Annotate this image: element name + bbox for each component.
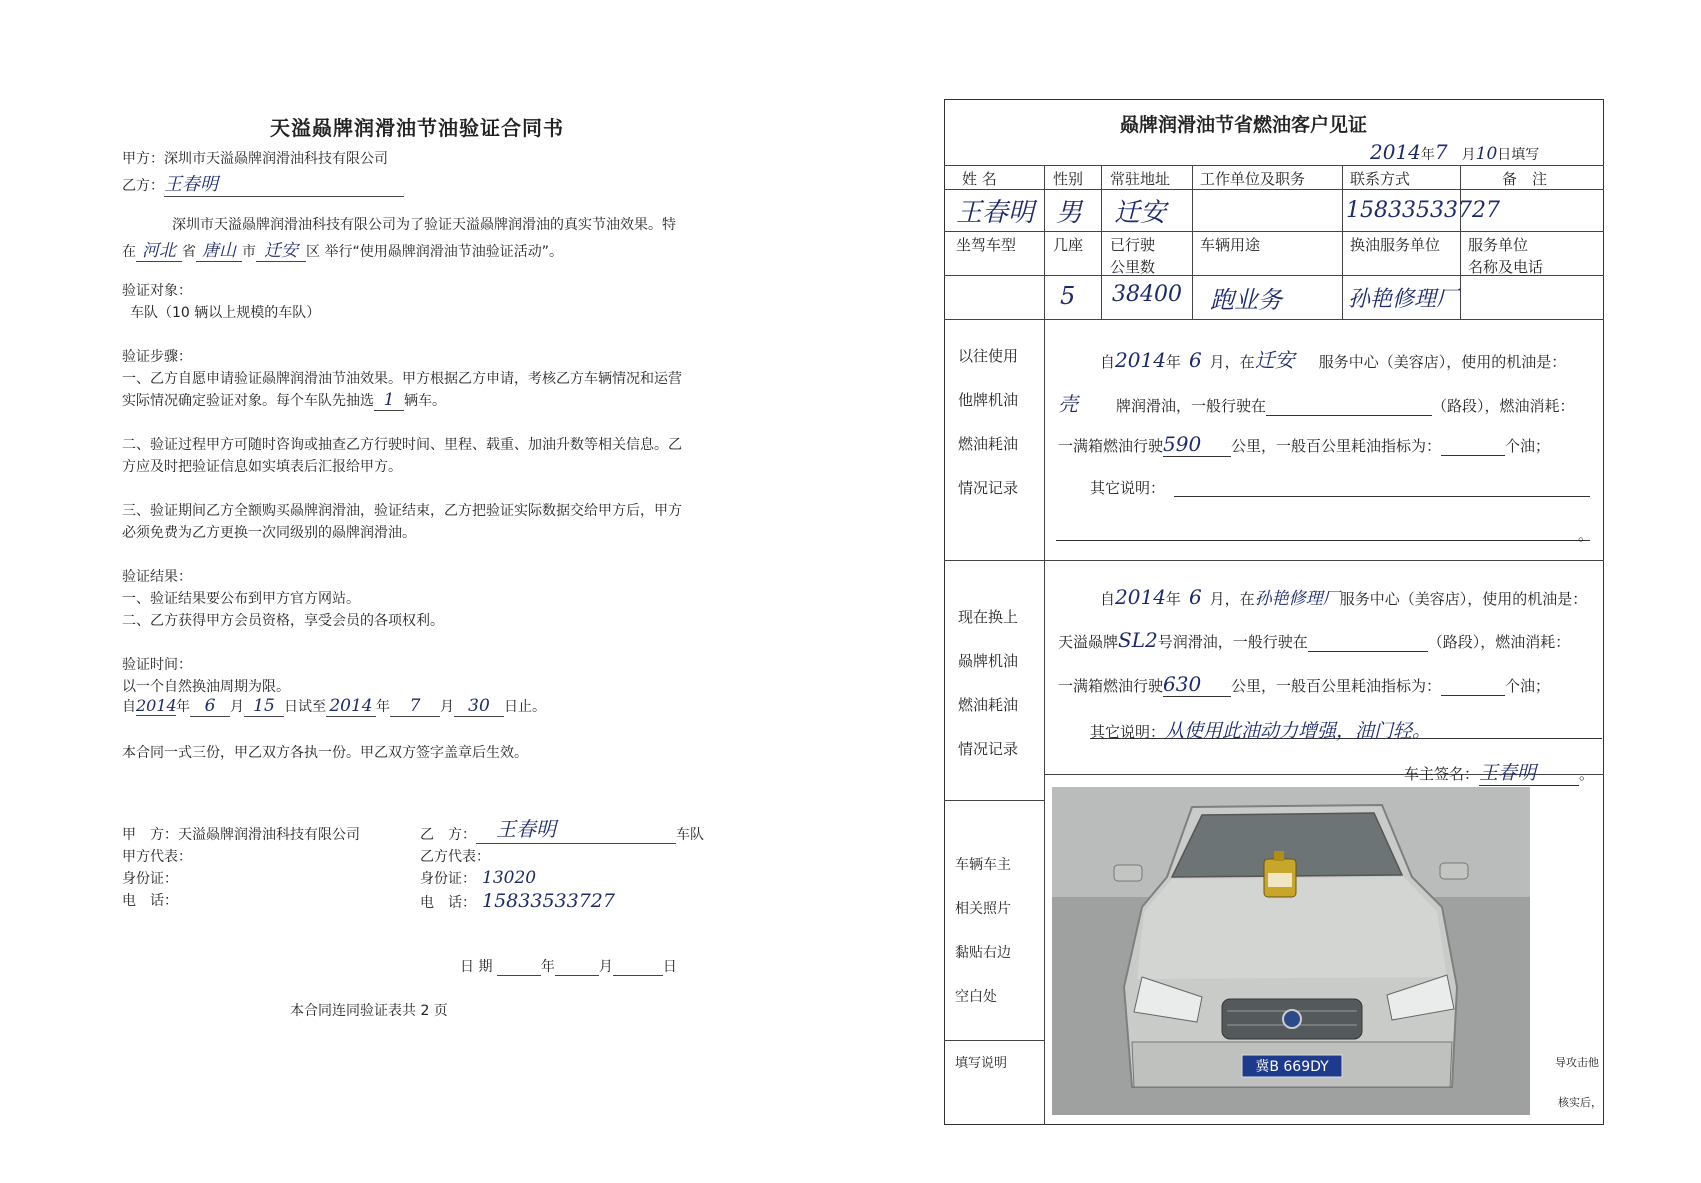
steps-heading: 验证步骤： [122, 349, 192, 365]
date-month-label: 月 [598, 959, 613, 975]
step2-line2: 方应及时把验证信息如实填表后汇报给甲方。 [122, 459, 402, 475]
date-year-label: 年 [540, 959, 555, 975]
date-year-blank [497, 959, 541, 976]
party-b-row [122, 170, 404, 197]
now-consumption-label: （路段），燃油消耗： [1427, 633, 1571, 651]
value-address: 迁安 [1114, 198, 1167, 228]
sign-b-team: 车队 [676, 827, 704, 843]
date-month-blank [555, 959, 599, 976]
right-note-2: 核实后， [1558, 1096, 1602, 1109]
end-label: 日止。 [504, 699, 546, 715]
sign-b-id-row [420, 868, 536, 888]
prev-label-2: 他牌机油 [958, 391, 1019, 409]
now-road-blank [1308, 633, 1428, 652]
prev-km: 590 [1163, 432, 1231, 457]
result-1: 一、验证结果要公布到甲方官方网站。 [122, 591, 360, 607]
step3-line2: 必须免费为乙方更换一次同级别的赑牌润滑油。 [122, 525, 416, 541]
intro-city: 唐山 [196, 236, 242, 262]
result-heading: 验证结果： [122, 569, 192, 585]
party-b-label: 乙方： [122, 178, 164, 194]
intro-line2 [122, 236, 563, 262]
step1-text-b: 辆车。 [404, 393, 446, 409]
result-2: 二、乙方获得甲方会员资格，享受会员的各项权利。 [122, 613, 444, 629]
time-line1: 以一个自然换油周期为限。 [122, 679, 290, 695]
owner-signature: 王春明 [1479, 758, 1579, 786]
sign-b-phone-label: 电 话： [420, 895, 476, 911]
target-heading: 验证对象： [122, 283, 192, 299]
car-illustration [1052, 787, 1530, 1115]
now-km: 630 [1163, 672, 1231, 697]
prev-label-1: 以往使用 [958, 347, 1019, 365]
intro-city-label: 市 [242, 244, 256, 260]
fill-year: 2014 [1370, 140, 1421, 164]
prev-other-line [1174, 496, 1590, 497]
step1-line2 [122, 390, 446, 411]
now-label-3: 燃油耗油 [958, 696, 1019, 714]
now-label-1: 现在换上 [958, 608, 1019, 626]
step1-line1: 一、乙方自愿申请验证赑牌润滑油节油效果。甲方根据乙方申请，考核乙方车辆情况和运营 [122, 371, 682, 387]
now-line2 [1058, 628, 1570, 652]
now-other-line [1090, 738, 1602, 739]
date-day-blank [613, 959, 663, 976]
now-brand-label: 天溢赑牌 [1058, 633, 1119, 651]
prev-line2 [1058, 388, 1575, 417]
intro-province: 河北 [136, 236, 182, 262]
header-employer: 工作单位及职务 [1200, 170, 1306, 188]
prev-service: 服务中心（美容店），使用的机油是： [1318, 353, 1567, 371]
header-usage: 车辆用途 [1200, 236, 1261, 254]
now-other-value: 从使用此油动力增强，油门轻。 [1165, 720, 1432, 742]
step2-line1: 二、验证过程甲方可随时咨询或抽查乙方行驶时间、里程、载重、加油升数等相关信息。乙 [122, 437, 682, 453]
prev-unit: 个油； [1505, 437, 1551, 455]
sign-b-id-value: 13020 [482, 868, 537, 888]
right-note-1: 导攻击他 [1555, 1056, 1599, 1069]
sign-a-id: 身份证： [122, 871, 178, 887]
intro-prefix: 在 [122, 244, 136, 260]
time-from: 自 [122, 699, 136, 715]
now-line1 [1100, 584, 1587, 609]
owner-sign-row [1404, 758, 1594, 786]
start-day: 15 [244, 696, 284, 717]
prev-year: 2014 [1115, 348, 1166, 372]
header-gender: 性别 [1053, 170, 1084, 188]
fill-year-label: 年 [1420, 147, 1435, 163]
target-text: 车队（10 辆以上规模的车队） [130, 305, 321, 321]
sign-b-phone-row [420, 890, 615, 912]
trial-label: 日试至 [284, 699, 326, 715]
now-index-blank [1441, 677, 1505, 696]
owner-sign-label: 车主签名： [1404, 765, 1480, 783]
now-line3 [1058, 672, 1550, 697]
value-name: 王春明 [956, 198, 1035, 228]
time-range [122, 696, 546, 717]
now-year: 2014 [1115, 585, 1166, 609]
start-month-label: 月 [230, 699, 244, 715]
sign-b-rep: 乙方代表： [420, 849, 490, 865]
prev-month-label: 月，在 [1209, 353, 1255, 371]
now-label-4: 情况记录 [958, 740, 1019, 758]
date-row [460, 956, 677, 976]
intro-suffix: 区 举行“使用赑牌润滑油节油验证活动”。 [306, 244, 563, 260]
prev-label-3: 燃油耗油 [958, 435, 1019, 453]
prev-brand: 壳 [1058, 392, 1078, 416]
prev-index-blank [1441, 437, 1505, 456]
step1-text-a: 实际情况确定验证对象。每个车队先抽选 [122, 393, 374, 409]
sign-b-signature: 王春明 [496, 817, 556, 841]
form-title: 赑牌润滑油节省燃油客户见证 [1120, 114, 1368, 136]
prev-other-label: 其它说明： [1090, 479, 1166, 497]
intro-district: 迁安 [256, 236, 306, 262]
value-mileage: 38400 [1112, 282, 1182, 307]
sign-b-line [476, 817, 676, 844]
prev-year-label: 年 [1165, 353, 1181, 371]
sign-b-label: 乙 方： [420, 827, 476, 843]
prev-place: 迁安 [1254, 348, 1295, 372]
time-heading: 验证时间： [122, 657, 192, 673]
sign-a-phone: 电 话： [122, 893, 178, 909]
now-label-2: 赑牌机油 [958, 652, 1019, 670]
intro-line1: 深圳市天溢赑牌润滑油科技有限公司为了验证天溢赑牌润滑油的真实节油效果。特 [172, 217, 676, 233]
photo-label-4: 空白处 [955, 989, 997, 1005]
now-year-label: 年 [1165, 590, 1181, 608]
header-remark: 备 注 [1502, 170, 1548, 188]
prev-from: 自 [1100, 353, 1116, 371]
sign-b-id-label: 身份证： [420, 871, 476, 887]
fill-date [1370, 140, 1539, 164]
photo-label-1: 车辆车主 [955, 857, 1011, 873]
start-year: 2014 [136, 696, 177, 715]
owner-sign-end: 。 [1579, 765, 1595, 783]
intro-province-label: 省 [182, 244, 196, 260]
value-contact: 15833533727 [1346, 198, 1500, 223]
end-month-label: 月 [440, 699, 454, 715]
end-day: 30 [454, 696, 504, 717]
start-month: 6 [190, 696, 230, 717]
sign-a-rep: 甲方代表： [122, 849, 192, 865]
value-seats: 5 [1060, 282, 1076, 310]
prev-road-blank [1266, 397, 1432, 416]
sign-b-row [420, 817, 704, 844]
prev-tank-label: 一满箱燃油行驶 [1058, 437, 1164, 455]
contract-title: 天溢赑牌润滑油节油验证合同书 [270, 116, 564, 140]
party-a-row [122, 148, 388, 168]
prev-line1 [1100, 344, 1566, 373]
prev-month: 6 [1188, 348, 1202, 372]
fill-month-label: 月 [1461, 147, 1476, 163]
now-month-label: 月，在 [1209, 590, 1255, 608]
start-year-label: 年 [176, 699, 190, 715]
prev-road-label: 牌润滑油，一般行驶在 [1116, 397, 1267, 415]
now-unit: 个油； [1505, 677, 1551, 695]
party-a-label: 甲方： [122, 151, 164, 167]
prev-line3 [1058, 432, 1550, 457]
sign-a-label: 甲 方：天溢赑牌润滑油科技有限公司 [122, 827, 360, 843]
header-mileage: 已行驶 公里数 [1110, 236, 1156, 276]
header-service-contact: 服务单位 名称及电话 [1468, 236, 1544, 276]
car-photo [1052, 787, 1530, 1115]
value-gender: 男 [1056, 198, 1083, 228]
prev-other-line2 [1056, 540, 1590, 541]
license-plate: 冀B 669DY [1255, 1059, 1329, 1075]
prev-index-label: 公里，一般百公里耗油指标为： [1231, 437, 1442, 455]
party-a-value: 深圳市天溢赑牌润滑油科技有限公司 [164, 151, 388, 167]
value-service-unit: 孙艳修理厂 [1348, 287, 1459, 312]
contract-footer: 本合同连同验证表共 2 页 [290, 1003, 448, 1019]
date-day-label: 日 [662, 959, 677, 975]
party-b-signature: 王春明 [164, 170, 404, 197]
step1-count: 1 [374, 390, 404, 411]
photo-label-3: 黏贴右边 [955, 945, 1011, 961]
now-month: 6 [1188, 585, 1202, 609]
end-year-label: 年 [376, 699, 390, 715]
value-usage: 跑业务 [1210, 286, 1282, 314]
prev-consumption-label: （路段），燃油消耗： [1432, 397, 1575, 415]
now-model: SL2 [1118, 628, 1158, 652]
fill-month: 7 [1434, 140, 1448, 164]
fill-suffix: 日填写 [1497, 147, 1540, 163]
now-place: 孙艳修理厂 [1254, 589, 1340, 609]
fill-note-label: 填写说明 [955, 1056, 1008, 1071]
end-year: 2014 [326, 696, 376, 717]
fill-day: 10 [1475, 144, 1498, 164]
prev-end-mark: 。 [1578, 526, 1594, 544]
now-service: 服务中心（美容店），使用的机油是： [1339, 590, 1588, 608]
header-service-unit: 换油服务单位 [1350, 236, 1441, 254]
end-month: 7 [390, 696, 440, 717]
now-from: 自 [1100, 590, 1116, 608]
date-label: 日 期 [460, 959, 493, 975]
header-contact: 联系方式 [1350, 170, 1411, 188]
copies-text: 本合同一式三份，甲乙双方各执一份。甲乙双方签字盖章后生效。 [122, 745, 528, 761]
header-seats: 几座 [1053, 236, 1084, 254]
now-other-label: 其它说明： [1090, 723, 1166, 741]
header-name: 姓 名 [962, 170, 997, 188]
now-road-label: 号润滑油，一般行驶在 [1157, 633, 1308, 651]
now-tank-label: 一满箱燃油行驶 [1058, 677, 1164, 695]
sign-b-phone-value: 15833533727 [482, 890, 615, 912]
photo-label-2: 相关照片 [955, 901, 1011, 917]
step3-line1: 三、验证期间乙方全额购买赑牌润滑油，验证结束，乙方把验证实际数据交给甲方后，甲方 [122, 503, 682, 519]
now-index-label: 公里，一般百公里耗油指标为： [1231, 677, 1442, 695]
header-car-model: 坐驾车型 [956, 236, 1017, 254]
header-address: 常驻地址 [1110, 170, 1171, 188]
prev-label-4: 情况记录 [958, 479, 1019, 497]
